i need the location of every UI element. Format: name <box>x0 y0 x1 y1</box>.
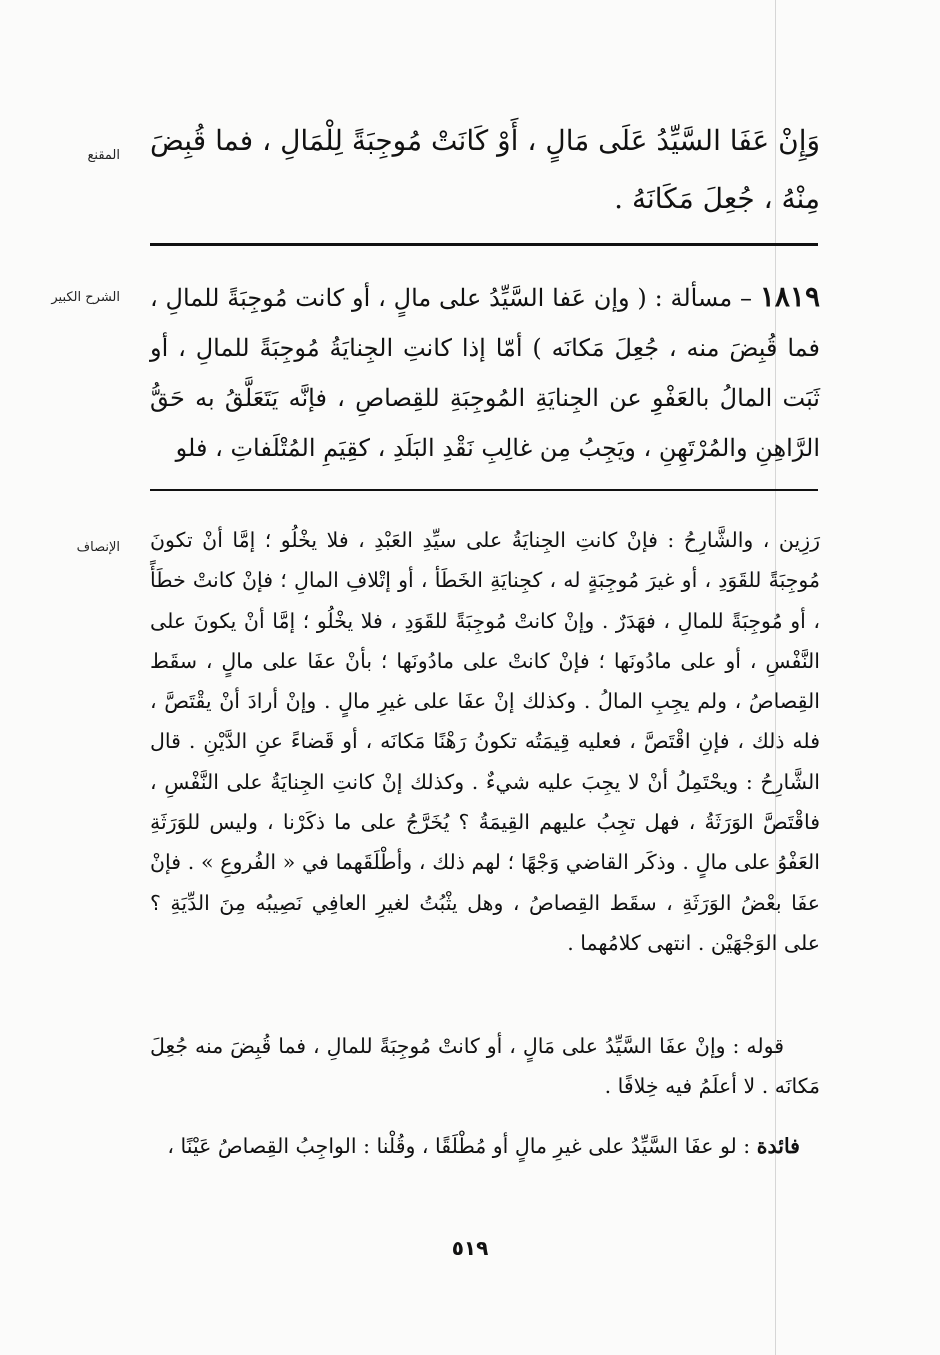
sharh-body: – مسألة : ( وإن عَفا السَّيِّدُ على مالٍ ، أو كانت مُوجِبَةً للمالِ ، فما قُبِضَ منه ، جُعِلَ مَكانَه ) أمّا إذا كانتِ الجِنايَةُ مُوجِبَةً للمالِ ، أو ثَبَت المالُ بالعَفْوِ عن الجِنايَةِ المُوجِبَةِ للقِصاصِ ، فإنَّه يَتَعَلَّقُ به حَقُّ الرَّاهِنِ والمُرْتَهِنِ ، ويَجِبُ مِن غالِبِ نَقْدِ البَلَدِ ، كقِيَمِ المُتْلَفاتِ ، فلو <box>150 284 820 462</box>
label-sharh: الشرح الكبير <box>51 290 120 305</box>
muqni-text: وَإِنْ عَفَا السَّيِّدُ عَلَى مَالٍ ، أَوْ كَانَتْ مُوجِبَةً لِلْمَالِ ، فما قُبِضَ مِنْهُ ، جُعِلَ مَكَانَهُ . <box>150 124 820 215</box>
section-divider-2 <box>150 489 818 491</box>
issue-number: ١٨١٩ <box>759 280 820 313</box>
label-insaf: الإنصاف <box>76 540 120 555</box>
page-number: ٥١٩ <box>451 1236 489 1260</box>
faida-body: : لو عفَا السَّيِّدُ على غيرِ مالٍ أو مُطْلَقًا ، وقُلْنا : الواجِبُ القِصاصُ عَيْنًا ، <box>167 1134 751 1158</box>
section-divider <box>150 243 818 246</box>
qawl-paragraph: قوله : وإنْ عفَا السَّيِّدُ على مَالٍ ، أو كانتْ مُوجِبَةً للمالِ ، فما قُبِضَ منه جُعِلَ مَكانَه . لا أعلَمُ فيه خِلافًا . <box>150 1034 820 1098</box>
label-muqni: المقنع <box>87 148 120 163</box>
insaf-text: رَزِين ، والشَّارِحُ : فإنْ كانتِ الجِنايَةُ على سيِّدِ العَبْدِ ، فلا يخْلُو ؛ إمَّا أنْ تكونَ مُوجِبَةً للقَوَدِ ، أو غيرَ مُوجِبَةٍ له ، كجِنايَةِ الخَطَأ ، أو إتْلافِ المالِ ؛ فإنْ كانتْ خطَأً ، أو مُوجِبَةً للمالِ ، فهَدَرٌ . وإنْ كانتْ مُوجِبَةً للقَوَدِ ، فلا يخْلُو ؛ إمَّا أنْ يكونَ على النَّفْسِ ، أو على مادُونَها ؛ فإنْ كانتْ على مادُونَها ؛ بأنْ عفَا على مالٍ ، سقَط القِصاصُ ، ولم يجِبِ المالُ . وكذلك إنْ عفَا على غيرِ مالٍ . وإنْ أرادَ أنْ يقْتَصَّ ، فله ذلك ، فإنِ اقْتَصَّ ، فعليه قِيمَتُه تكونُ رَهْنًا مَكانَه ، أو قَضاءً عنِ الدَّيْنِ . قال الشَّارِحُ : ويحْتَمِلُ أنْ لا يجِبَ عليه شيءٌ . وكذلك إنْ كانتِ الجِنايَةُ على النَّفْسِ ، فاقْتَصَّ الوَرَثَةُ ، فهل تجِبُ عليهم القِيمَةُ ؟ يُخَرَّجُ على ما ذكَرْنا ، وليس للوَرَثَةِ العَفْوُ على مالٍ . وذكَر القاضي وَجْهًا ؛ لهم ذلك ، وأطْلَقَهما في « الفُروعِ » . فإنْ عفَا بعْضُ الوَرَثَةِ ، سقَط القِصاصُ ، وهل يثْبُتُ لغيرِ العافِي نَصِيبُه مِنَ الدِّيَةِ ؟ على الوَجْهَيْن . انتهى كلامُهما . <box>150 528 820 955</box>
faida-label: فائدة <box>756 1134 800 1158</box>
faida-paragraph <box>150 1126 820 1166</box>
sharh-text <box>150 272 820 473</box>
